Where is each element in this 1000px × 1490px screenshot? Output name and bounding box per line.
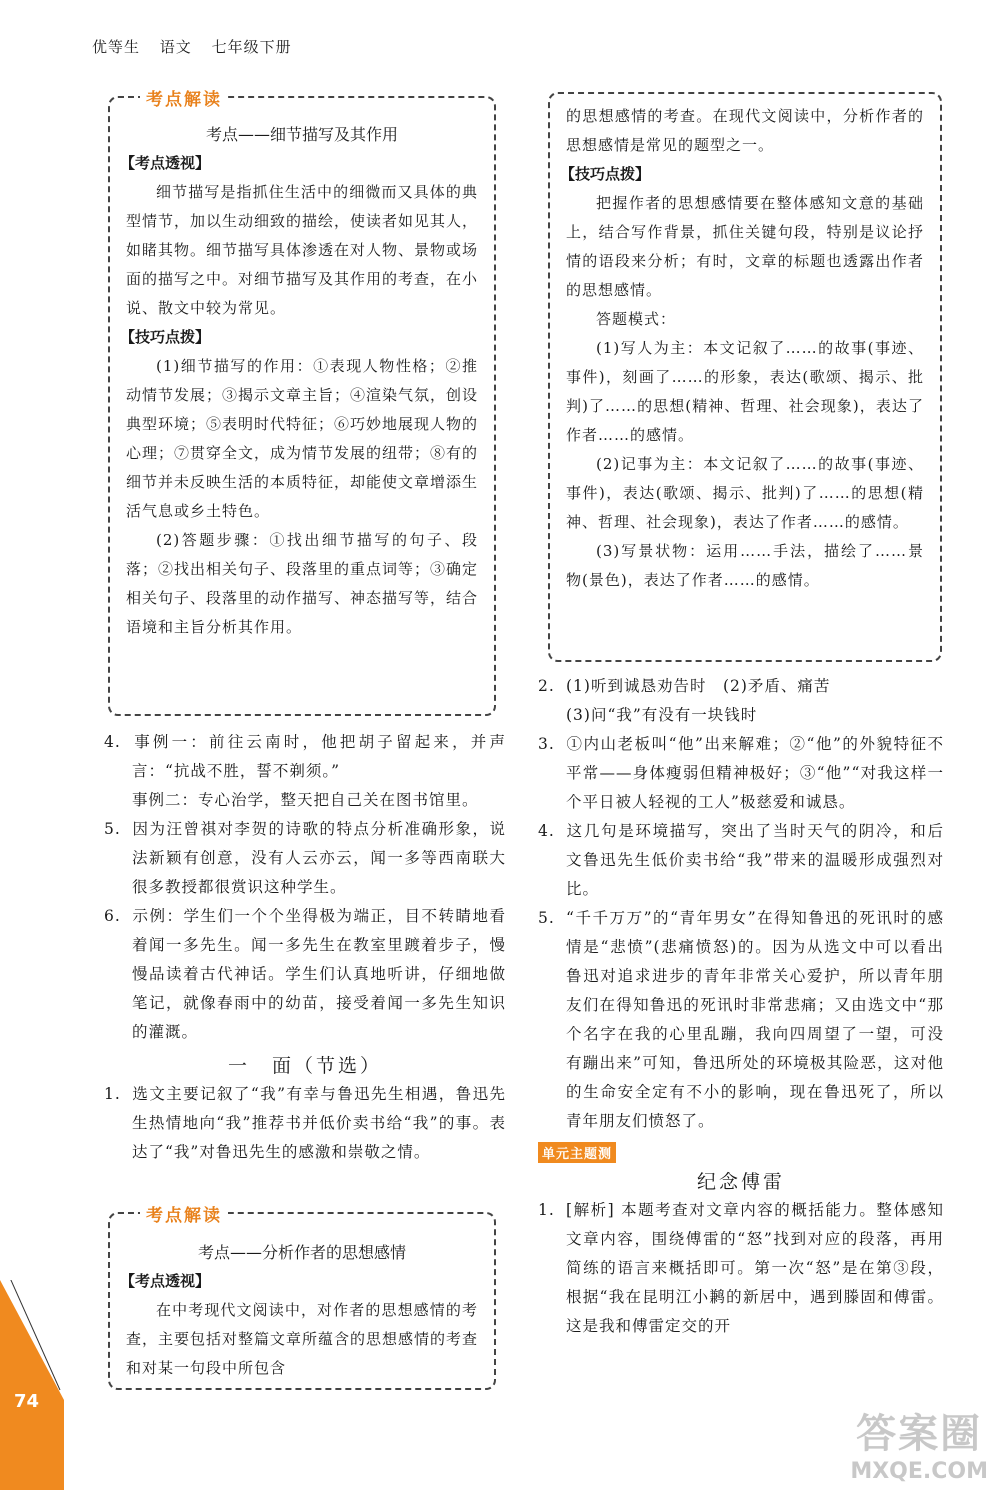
exam-point-box-1 bbox=[108, 90, 496, 716]
watermark-line2: MXQE.COM bbox=[850, 1459, 988, 1484]
paragraph: 把握作者的思想感情要在整体感知文意的基础上，结合写作背景，抓住关键句段，特别是议论抒情的语段来分析；有时，文章的标题也透露出作者的思想感情。 bbox=[566, 194, 924, 299]
answer-item: 5. 因为汪曾祺对李贺的诗歌的特点分析准确形象，说法新颖有创意，没有人云亦云，闻一多等西南联大很多教授都很赏识这种学生。 bbox=[104, 820, 506, 896]
paragraph: (1)细节描写的作用：①表现人物性格；②推动情节发展；③揭示文章主旨；④渲染气氛，创设典型环境；⑤表明时代特征；⑥巧妙地展现人物的心理；⑦贯穿全文，成为情节发展的纽带；⑧有的细节并未反映生活的本质特征，却能使文章增添生活气息或乡土特色。 bbox=[126, 357, 479, 520]
box-tag: 考点解读 bbox=[140, 1201, 228, 1226]
paragraph: 答题模式： bbox=[596, 310, 677, 328]
answer-item: 1. 选文主要记叙了“我”有幸与鲁迅先生相遇，鲁迅先生热情地向“我”推荐书并低价卖书给“我”的事。表达了“我”对鲁迅先生的感激和崇敬之情。 bbox=[104, 1085, 506, 1161]
paragraph: (3)写景状物：运用……手法，描绘了……景物(景色)，表达了作者……的感情。 bbox=[566, 542, 924, 589]
running-header bbox=[92, 36, 306, 57]
answer-item: 3. ①内山老板叫“他”出来解难；②“他”的外貌特征不平常——身体瘦弱但精神极好；③“他”“对我这样一个平日被人轻视的工人”极慈爱和诚恳。 bbox=[538, 735, 944, 811]
exam-point-box-2 bbox=[108, 1206, 496, 1390]
paragraph: 的思想感情的考查。在现代文阅读中，分析作者的思想感情是常见的题型之一。 bbox=[566, 107, 924, 154]
section-label: 【技巧点拨】 bbox=[120, 328, 211, 346]
paragraph: 在中考现代文阅读中，对作者的思想感情的考查，主要包括对整篇文章所蕴含的思想感情的考查和对某一句段中所包含 bbox=[126, 1301, 479, 1377]
watermark bbox=[850, 1402, 988, 1484]
answer-item: 4. 这几句是环境描写，突出了当时天气的阴冷，和后文鲁迅先生低价卖书给“我”带来的温暖形成强烈对比。 bbox=[538, 822, 944, 898]
lesson-title: 一 面（节选） bbox=[227, 1055, 382, 1077]
answer-item: 6. 示例：学生们一个个坐得极为端正，目不转睛地看着闻一多先生。闻一多先生在教室里踱着步子，慢慢品读着古代神话。学生们认真地听讲，仔细地做笔记，就像春雨中的幼苗，接受着闻一多先生知识的灌溉。 bbox=[104, 907, 506, 1041]
box-tag: 考点解读 bbox=[140, 85, 228, 110]
paragraph: 细节描写是指抓住生活中的细微而又具体的典型情节，加以生动细致的描绘，使读者如见其人，如睹其物。细节描写具体渗透在对人物、景物或场面的描写之中。对细节描写及其作用的考查，在小说、散文中较为常见。 bbox=[126, 183, 479, 317]
answer-item-continuation: (3)问“我”有没有一块钱时 bbox=[566, 706, 758, 724]
header-book: 优等生 bbox=[92, 38, 141, 56]
watermark-line1: 答案圈 bbox=[856, 1411, 983, 1457]
exam-point-box-2-continued bbox=[548, 92, 942, 662]
section-label: 【考点透视】 bbox=[120, 1272, 211, 1290]
paragraph: (2)记事为主：本文记叙了……的故事(事迹、事件)，表达(歌颂、揭示、批判)了……的思想(精神、哲理、社会现象)，表达了作者……的感情。 bbox=[566, 455, 924, 531]
answer-item: 1. [解析] 本题考查对文章内容的概括能力。整体感知文章内容，围绕傅雷的“怒”找到对应的段落，再用简练的语言来概括即可。第一次“怒”是在第③段，根据“我在昆明江小鹣的新居中，遇到滕固和傅雷。这是我和傅雷定交的开 bbox=[538, 1201, 944, 1335]
page-corner-decoration bbox=[0, 1280, 64, 1490]
answer-item: 2. (1)听到诚恳劝告时 (2)矛盾、痛苦 bbox=[538, 677, 831, 695]
answer-item: 5. “千千万万”的“青年男女”在得知鲁迅的死讯时的感情是“悲愤”(悲痛愤怒)的。因为从选文中可以看出鲁迅对追求进步的青年非常关心爱护，所以青年朋友们在得知鲁迅的死讯时非常悲痛；又由选文中“那个名字在我的心里乱蹦，我向四周望了一望，可没有蹦出来”可知，鲁迅所处的环境极其险恶，这对他的生命安全定有不小的影响，现在鲁迅死了，所以青年朋友们愤怒了。 bbox=[538, 909, 944, 1130]
box-title: 考点——分析作者的思想感情 bbox=[197, 1243, 406, 1262]
box-title: 考点——细节描写及其作用 bbox=[205, 125, 398, 144]
paragraph: (1)写人为主：本文记叙了……的故事(事迹、事件)，刻画了……的形象，表达(歌颂、揭示、批判)了……的思想(精神、哲理、社会现象)，表达了作者……的感情。 bbox=[566, 339, 924, 444]
paragraph: (2)答题步骤：①找出细节描写的句子、段落；②找出相关句子、段落里的重点词等；③确定相关句子、段落里的动作描写、神态描写等，结合语境和主旨分析其作用。 bbox=[126, 531, 479, 636]
answer-list-left bbox=[104, 728, 506, 1167]
answer-item-continuation: 事例二：专心治学，整天把自己关在图书馆里。 bbox=[132, 791, 479, 809]
answer-item: 4. 事例一：前往云南时，他把胡子留起来，并声言：“抗战不胜，誓不剃须。” bbox=[104, 733, 506, 780]
page-number: 74 bbox=[14, 1391, 40, 1412]
section-label: 【考点透视】 bbox=[120, 154, 211, 172]
section-label: 【技巧点拨】 bbox=[560, 165, 651, 183]
header-subject: 语文 bbox=[159, 38, 192, 56]
header-grade: 七年级下册 bbox=[211, 38, 292, 56]
lesson-title: 纪念傅雷 bbox=[696, 1171, 785, 1193]
answer-list-right bbox=[538, 672, 944, 1341]
unit-test-tag: 单元主题测 bbox=[538, 1142, 616, 1163]
